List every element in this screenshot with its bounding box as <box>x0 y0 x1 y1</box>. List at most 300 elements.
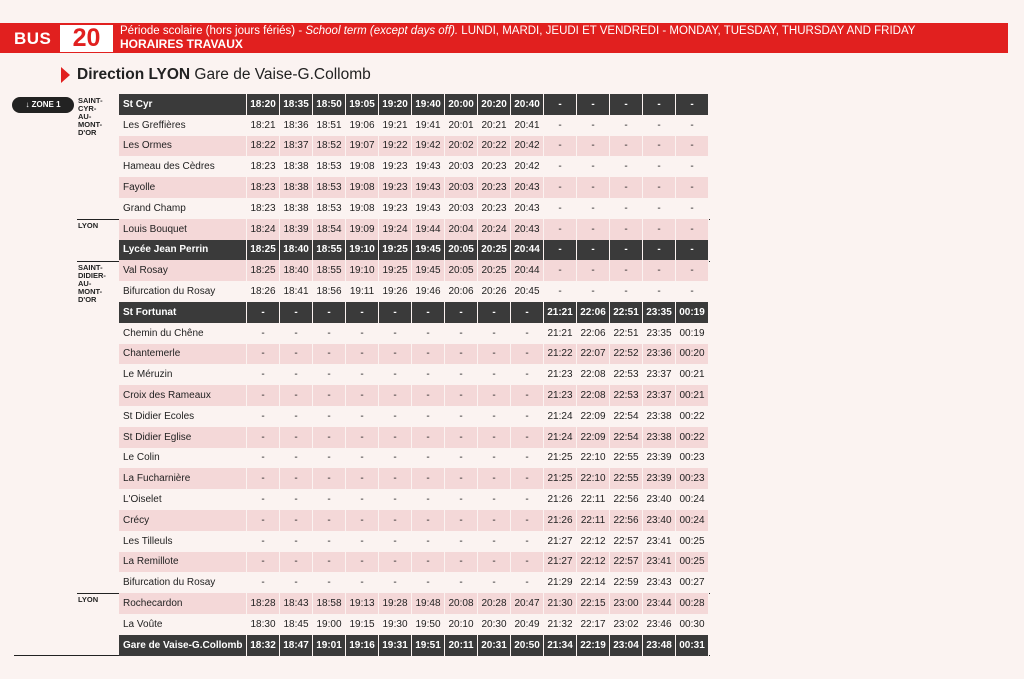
departure-time: 21:27 <box>544 552 577 573</box>
departure-time: 00:31 <box>676 635 709 656</box>
timetable <box>119 94 709 656</box>
table-row <box>119 219 709 240</box>
departure-time: 00:20 <box>676 344 709 365</box>
departure-time: 18:54 <box>313 219 346 240</box>
departure-time: 22:19 <box>577 635 610 656</box>
departure-time: - <box>610 177 643 198</box>
departure-time: 00:25 <box>676 552 709 573</box>
departure-time: 23:35 <box>643 302 676 323</box>
departure-time: 22:53 <box>610 364 643 385</box>
departure-time: - <box>643 94 676 115</box>
departure-time: 19:51 <box>412 635 445 656</box>
departure-time: - <box>247 572 280 593</box>
departure-time: - <box>577 94 610 115</box>
departure-time: - <box>346 510 379 531</box>
table-row <box>119 302 709 323</box>
departure-time: 00:19 <box>676 323 709 344</box>
departure-time: - <box>346 344 379 365</box>
departure-time: - <box>412 364 445 385</box>
period-fr: Période scolaire (hors jours fériés) - <box>120 25 306 37</box>
departure-time: - <box>346 572 379 593</box>
table-row <box>119 489 709 510</box>
departure-time: 19:50 <box>412 614 445 635</box>
departure-time: - <box>511 572 544 593</box>
departure-time: - <box>676 156 709 177</box>
departure-time: 22:09 <box>577 406 610 427</box>
departure-time: - <box>280 510 313 531</box>
departure-time: 20:05 <box>445 240 478 261</box>
departure-time: 20:40 <box>511 94 544 115</box>
departure-time: 18:41 <box>280 281 313 302</box>
departure-time: 19:23 <box>379 177 412 198</box>
departure-time: - <box>478 344 511 365</box>
departure-time: - <box>280 427 313 448</box>
stop-name: Gare de Vaise-G.Collomb <box>119 635 247 656</box>
departure-time: 18:53 <box>313 156 346 177</box>
departure-time: 18:45 <box>280 614 313 635</box>
departure-time: - <box>412 427 445 448</box>
departure-time: 20:44 <box>511 240 544 261</box>
direction-prefix: Direction LYON <box>77 66 191 83</box>
departure-time: 19:41 <box>412 115 445 136</box>
departure-time: 19:08 <box>346 198 379 219</box>
table-row <box>119 510 709 531</box>
departure-time: 19:30 <box>379 614 412 635</box>
departure-time: - <box>346 448 379 469</box>
departure-time: 18:32 <box>247 635 280 656</box>
departure-time: - <box>577 219 610 240</box>
departure-time: 23:38 <box>643 427 676 448</box>
departure-time: - <box>313 468 346 489</box>
departure-time: 19:23 <box>379 198 412 219</box>
departure-time: 20:43 <box>511 219 544 240</box>
departure-time: 20:26 <box>478 281 511 302</box>
departure-time: 22:08 <box>577 385 610 406</box>
departure-time: - <box>346 406 379 427</box>
departure-time: 20:11 <box>445 635 478 656</box>
departure-time: 18:55 <box>313 240 346 261</box>
departure-time: - <box>544 198 577 219</box>
departure-time: - <box>247 448 280 469</box>
departure-time: 20:22 <box>478 136 511 157</box>
table-row <box>119 240 709 261</box>
departure-time: - <box>247 468 280 489</box>
departure-time: 22:11 <box>577 510 610 531</box>
departure-time: 00:27 <box>676 572 709 593</box>
departure-time: 00:21 <box>676 364 709 385</box>
departure-time: - <box>313 427 346 448</box>
timetable-body <box>119 94 709 656</box>
departure-time: 18:23 <box>247 198 280 219</box>
stop-name: St Cyr <box>119 94 247 115</box>
departure-time: - <box>676 240 709 261</box>
table-row <box>119 593 709 614</box>
departure-time: - <box>643 219 676 240</box>
departure-time: 18:40 <box>280 240 313 261</box>
departure-time: - <box>346 302 379 323</box>
departure-time: - <box>313 344 346 365</box>
departure-time: 20:42 <box>511 136 544 157</box>
departure-time: - <box>280 468 313 489</box>
departure-time: - <box>247 302 280 323</box>
departure-time: - <box>412 344 445 365</box>
departure-time: - <box>511 302 544 323</box>
departure-time: 19:22 <box>379 136 412 157</box>
departure-time: 20:31 <box>478 635 511 656</box>
table-row <box>119 427 709 448</box>
departure-time: 23:46 <box>643 614 676 635</box>
departure-time: 23:02 <box>610 614 643 635</box>
departure-time: 20:05 <box>445 260 478 281</box>
departure-time: - <box>643 198 676 219</box>
departure-time: 21:29 <box>544 572 577 593</box>
zone-badge: ↓ ZONE 1 <box>12 97 74 113</box>
departure-time: - <box>478 531 511 552</box>
departure-time: 19:40 <box>412 94 445 115</box>
departure-time: - <box>247 344 280 365</box>
departure-time: 19:10 <box>346 260 379 281</box>
departure-time: - <box>544 260 577 281</box>
departure-time: - <box>511 406 544 427</box>
table-row <box>119 94 709 115</box>
table-row <box>119 344 709 365</box>
departure-time: 20:49 <box>511 614 544 635</box>
departure-time: - <box>247 531 280 552</box>
departure-time: - <box>643 156 676 177</box>
departure-time: - <box>346 427 379 448</box>
table-row <box>119 281 709 302</box>
area-label-lyon-2: LYON <box>78 595 99 604</box>
departure-time: 21:26 <box>544 489 577 510</box>
departure-time: - <box>511 364 544 385</box>
departure-time: 22:51 <box>610 323 643 344</box>
departure-time: - <box>346 552 379 573</box>
departure-time: 20:04 <box>445 219 478 240</box>
departure-time: 21:34 <box>544 635 577 656</box>
departure-time: 22:12 <box>577 531 610 552</box>
departure-time: - <box>313 323 346 344</box>
departure-time: 23:40 <box>643 489 676 510</box>
departure-time: - <box>610 240 643 261</box>
departure-time: 19:09 <box>346 219 379 240</box>
departure-time: 22:08 <box>577 364 610 385</box>
departure-time: - <box>412 406 445 427</box>
departure-time: - <box>511 385 544 406</box>
departure-time: - <box>577 240 610 261</box>
departure-time: 18:25 <box>247 240 280 261</box>
departure-time: - <box>313 531 346 552</box>
departure-time: - <box>511 552 544 573</box>
departure-time: 23:36 <box>643 344 676 365</box>
departure-time: - <box>676 198 709 219</box>
departure-time: 19:24 <box>379 219 412 240</box>
departure-time: - <box>346 468 379 489</box>
departure-time: 23:39 <box>643 468 676 489</box>
departure-time: - <box>643 281 676 302</box>
departure-time: - <box>412 302 445 323</box>
departure-time: - <box>610 156 643 177</box>
departure-time: 19:21 <box>379 115 412 136</box>
departure-time: 18:52 <box>313 136 346 157</box>
departure-time: 19:01 <box>313 635 346 656</box>
departure-time: 23:41 <box>643 552 676 573</box>
stop-name: Crécy <box>119 510 247 531</box>
departure-time: 18:30 <box>247 614 280 635</box>
departure-time: 19:25 <box>379 240 412 261</box>
departure-time: 20:06 <box>445 281 478 302</box>
departure-time: - <box>544 281 577 302</box>
departure-time: - <box>379 302 412 323</box>
departure-time: - <box>478 364 511 385</box>
table-row <box>119 136 709 157</box>
departure-time: 22:12 <box>577 552 610 573</box>
bus-label: BUS <box>14 29 52 48</box>
departure-time: - <box>577 136 610 157</box>
departure-time: - <box>577 177 610 198</box>
departure-time: - <box>313 489 346 510</box>
departure-time: - <box>313 406 346 427</box>
departure-time: - <box>412 468 445 489</box>
departure-time: - <box>280 448 313 469</box>
departure-time: 22:55 <box>610 468 643 489</box>
departure-time: 00:22 <box>676 427 709 448</box>
departure-time: 19:28 <box>379 593 412 614</box>
stop-name: Chantemerle <box>119 344 247 365</box>
departure-time: 18:24 <box>247 219 280 240</box>
departure-time: - <box>313 552 346 573</box>
departure-time: - <box>313 385 346 406</box>
departure-time: - <box>478 489 511 510</box>
departure-time: 19:48 <box>412 593 445 614</box>
departure-time: - <box>511 427 544 448</box>
departure-time: 19:11 <box>346 281 379 302</box>
period-info <box>120 25 915 51</box>
departure-time: 00:23 <box>676 468 709 489</box>
departure-time: 19:08 <box>346 156 379 177</box>
departure-time: 20:21 <box>478 115 511 136</box>
departure-time: 21:30 <box>544 593 577 614</box>
departure-time: - <box>445 448 478 469</box>
area-label-lyon-1: LYON <box>78 221 99 230</box>
stop-name: Grand Champ <box>119 198 247 219</box>
departure-time: 21:25 <box>544 448 577 469</box>
departure-time: - <box>511 510 544 531</box>
table-row <box>119 572 709 593</box>
departure-time: 22:57 <box>610 552 643 573</box>
departure-time: 20:42 <box>511 156 544 177</box>
departure-time: - <box>676 115 709 136</box>
table-row <box>119 468 709 489</box>
departure-time: 18:38 <box>280 198 313 219</box>
departure-time: - <box>445 489 478 510</box>
departure-time: 21:26 <box>544 510 577 531</box>
departure-time: 20:28 <box>478 593 511 614</box>
direction-destination: Gare de Vaise-G.Collomb <box>190 66 371 83</box>
departure-time: - <box>511 489 544 510</box>
departure-time: 19:05 <box>346 94 379 115</box>
direction-title <box>77 66 371 84</box>
departure-time: - <box>379 572 412 593</box>
departure-time: 18:58 <box>313 593 346 614</box>
departure-time: 20:41 <box>511 115 544 136</box>
departure-time: - <box>412 489 445 510</box>
departure-time: - <box>445 323 478 344</box>
departure-time: 18:55 <box>313 260 346 281</box>
departure-time: 18:25 <box>247 260 280 281</box>
departure-time: - <box>478 427 511 448</box>
departure-time: 23:43 <box>643 572 676 593</box>
departure-time: 22:06 <box>577 302 610 323</box>
departure-time: - <box>379 323 412 344</box>
departure-time: - <box>445 427 478 448</box>
table-row <box>119 635 709 656</box>
stop-name: L'Oiselet <box>119 489 247 510</box>
departure-time: 20:43 <box>511 198 544 219</box>
departure-time: - <box>247 364 280 385</box>
departure-time: 19:16 <box>346 635 379 656</box>
departure-time: 20:02 <box>445 136 478 157</box>
line-number-badge: 20 <box>60 25 113 52</box>
stop-name: Bifurcation du Rosay <box>119 281 247 302</box>
departure-time: - <box>478 302 511 323</box>
departure-time: - <box>478 385 511 406</box>
departure-time: - <box>445 344 478 365</box>
departure-time: 18:36 <box>280 115 313 136</box>
departure-time: - <box>346 385 379 406</box>
departure-time: 20:25 <box>478 240 511 261</box>
departure-time: - <box>643 240 676 261</box>
table-row <box>119 406 709 427</box>
stop-name: Les Greffières <box>119 115 247 136</box>
departure-time: - <box>478 448 511 469</box>
departure-time: 00:24 <box>676 510 709 531</box>
departure-time: - <box>412 572 445 593</box>
departure-time: 00:23 <box>676 448 709 469</box>
departure-time: 18:26 <box>247 281 280 302</box>
departure-time: 20:03 <box>445 198 478 219</box>
departure-time: 23:04 <box>610 635 643 656</box>
departure-time: 00:24 <box>676 489 709 510</box>
departure-time: - <box>280 572 313 593</box>
departure-time: - <box>445 572 478 593</box>
departure-time: 22:09 <box>577 427 610 448</box>
departure-time: 22:59 <box>610 572 643 593</box>
departure-time: - <box>247 510 280 531</box>
departure-time: 22:10 <box>577 468 610 489</box>
departure-time: - <box>577 198 610 219</box>
departure-time: - <box>577 281 610 302</box>
departure-time: - <box>280 323 313 344</box>
departure-time: - <box>544 177 577 198</box>
departure-time: 23:39 <box>643 448 676 469</box>
departure-time: - <box>445 468 478 489</box>
departure-time: 18:38 <box>280 177 313 198</box>
departure-time: 18:28 <box>247 593 280 614</box>
departure-time: 18:23 <box>247 156 280 177</box>
departure-time: 18:20 <box>247 94 280 115</box>
stop-name: Les Tilleuls <box>119 531 247 552</box>
departure-time: - <box>577 156 610 177</box>
departure-time: - <box>676 94 709 115</box>
departure-time: 22:14 <box>577 572 610 593</box>
departure-time: 22:52 <box>610 344 643 365</box>
departure-time: - <box>544 136 577 157</box>
departure-time: - <box>544 115 577 136</box>
departure-time: - <box>577 115 610 136</box>
departure-time: - <box>544 240 577 261</box>
departure-time: - <box>379 406 412 427</box>
departure-time: 21:23 <box>544 385 577 406</box>
departure-time: - <box>379 448 412 469</box>
departure-time: 18:43 <box>280 593 313 614</box>
departure-time: - <box>280 406 313 427</box>
departure-time: 21:25 <box>544 468 577 489</box>
departure-time: - <box>544 94 577 115</box>
departure-time: 18:21 <box>247 115 280 136</box>
departure-time: 18:53 <box>313 177 346 198</box>
departure-time: - <box>346 323 379 344</box>
area-label-saint-didier: SAINT- DIDIER- AU- MONT- D'OR <box>78 263 106 304</box>
departure-time: - <box>247 385 280 406</box>
departure-time: - <box>643 136 676 157</box>
departure-time: 19:25 <box>379 260 412 281</box>
stop-name: Croix des Rameaux <box>119 385 247 406</box>
departure-time: - <box>247 489 280 510</box>
departure-time: - <box>280 385 313 406</box>
table-row <box>119 156 709 177</box>
table-row <box>119 385 709 406</box>
stop-name: La Fucharnière <box>119 468 247 489</box>
departure-time: 22:07 <box>577 344 610 365</box>
departure-time: - <box>280 302 313 323</box>
departure-time: - <box>478 510 511 531</box>
departure-time: - <box>313 510 346 531</box>
departure-time: 20:20 <box>478 94 511 115</box>
departure-time: 22:10 <box>577 448 610 469</box>
departure-time: - <box>412 552 445 573</box>
works-notice: HORAIRES TRAVAUX <box>120 37 243 51</box>
departure-time: 20:08 <box>445 593 478 614</box>
departure-time: - <box>412 448 445 469</box>
departure-time: 23:48 <box>643 635 676 656</box>
departure-time: - <box>445 302 478 323</box>
stop-name: Fayolle <box>119 177 247 198</box>
departure-time: - <box>478 468 511 489</box>
departure-time: 23:37 <box>643 385 676 406</box>
departure-time: - <box>511 344 544 365</box>
departure-time: - <box>280 552 313 573</box>
table-row <box>119 531 709 552</box>
departure-time: - <box>577 260 610 281</box>
departure-time: - <box>544 156 577 177</box>
departure-time: 20:03 <box>445 156 478 177</box>
departure-time: 19:15 <box>346 614 379 635</box>
table-row <box>119 177 709 198</box>
departure-time: - <box>247 323 280 344</box>
departure-time: - <box>313 364 346 385</box>
stop-name: La Voûte <box>119 614 247 635</box>
departure-time: 19:46 <box>412 281 445 302</box>
departure-time: - <box>544 219 577 240</box>
departure-time: 22:51 <box>610 302 643 323</box>
departure-time: - <box>511 448 544 469</box>
departure-time: 20:50 <box>511 635 544 656</box>
departure-time: 18:38 <box>280 156 313 177</box>
stop-name: Les Ormes <box>119 136 247 157</box>
table-row <box>119 552 709 573</box>
departure-time: - <box>280 489 313 510</box>
departure-time: - <box>445 510 478 531</box>
